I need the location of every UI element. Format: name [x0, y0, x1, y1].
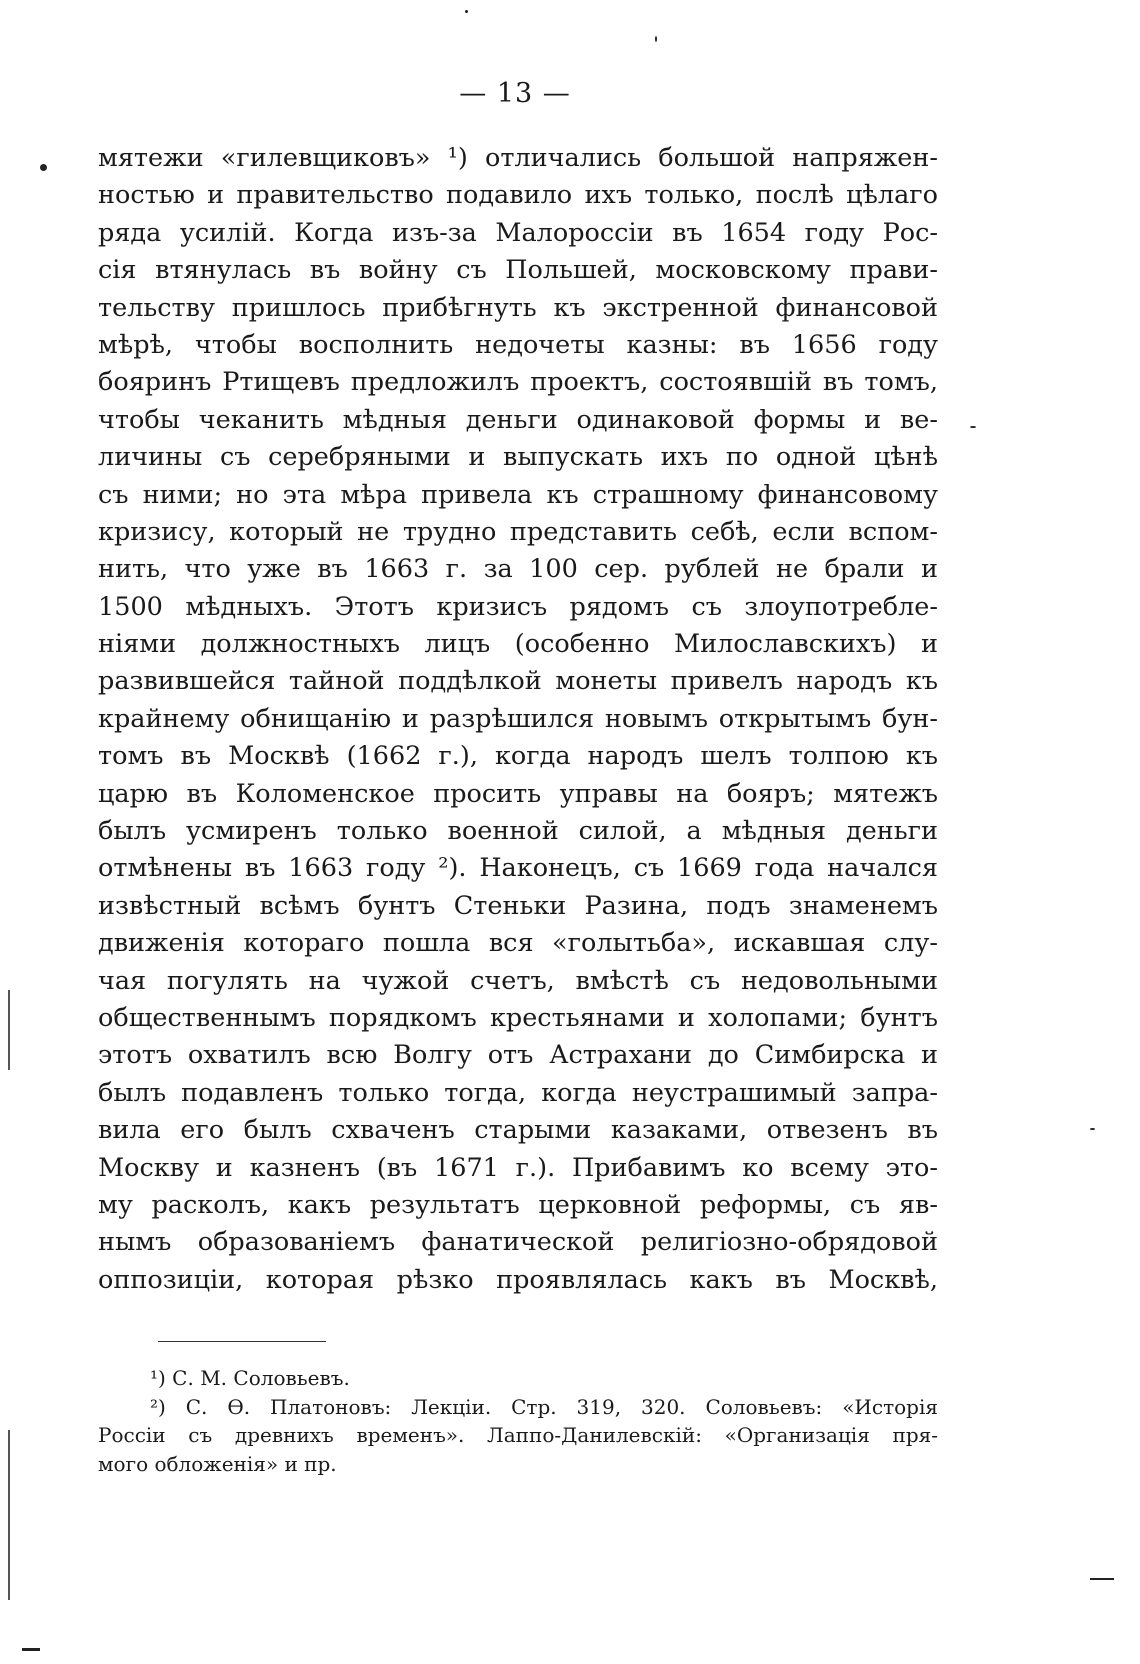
text-line: крайнему обнищанію и разрѣшился новымъ открытымъ бун- [98, 703, 938, 734]
scan-speck [655, 36, 657, 42]
text-line: оппозиціи, которая рѣзко проявлялась какъ въ Москвѣ, [98, 1264, 938, 1295]
footnote-1: ¹) С. М. Соловьевъ. [150, 1366, 350, 1390]
text-line: движенія котораго пошла вся «голытьба», искавшая слу- [98, 928, 938, 959]
text-line: былъ усмиренъ только военной силой, а мѣдныя деньги [98, 816, 938, 847]
text-line: общественнымъ порядкомъ крестьянами и холопами; бунтъ [98, 1002, 938, 1033]
text-line: ряда усилій. Когда изъ-за Малороссіи въ 1654 году Рос- [98, 217, 938, 248]
text-line: съ ними; но эта мѣра привела къ страшному финансовому [98, 479, 938, 510]
text-line: личины съ серебряными и выпускать ихъ по одной цѣнѣ [98, 442, 938, 473]
text-line: развившейся тайной поддѣлкой монеты привелъ народъ къ [98, 666, 938, 697]
text-line: чая погулять на чужой счетъ, вмѣстѣ съ недовольными [98, 965, 938, 996]
text-line: вила его былъ схваченъ старыми казаками, отвезенъ въ [98, 1115, 938, 1146]
footnote-2: ²) С. Ө. Платоновъ: Лекціи. Стр. 319, 320. Соловьевъ: «Исторія [150, 1394, 938, 1419]
text-line: мѣрѣ, чтобы восполнить недочеты казны: въ 1656 году [98, 329, 938, 360]
footnote-2-continued: Россіи съ древнихъ временъ». Лаппо-Данилевскій: «Организація пря- [98, 1423, 938, 1447]
text-line: мятежи «гилевщиковъ» ¹) отличались большой напряжен- [98, 143, 938, 173]
body-text [98, 140, 938, 1299]
scan-speck [465, 10, 468, 13]
text-line: бояринъ Ртищевъ предложилъ проектъ, состоявшій въ томъ, [98, 367, 938, 398]
scan-edge [8, 1430, 10, 1600]
scan-speck [1090, 1578, 1114, 1580]
text-line: му расколъ, какъ результатъ церковной реформы, съ яв- [98, 1189, 938, 1220]
text-line: 1500 мѣдныхъ. Этотъ кризисъ рядомъ съ злоупотребле- [98, 591, 938, 622]
text-line: былъ подавленъ только тогда, когда неустрашимый запра- [98, 1077, 938, 1108]
text-line: нить, что уже въ 1663 г. за 100 сер. рублей не брали и [98, 554, 938, 585]
page-number: — 13 — [459, 78, 571, 109]
text-line: Москву и казненъ (въ 1671 г.). Прибавимъ ко всему это- [98, 1152, 938, 1183]
scan-speck [970, 426, 976, 428]
text-line: кризису, который не трудно представить себѣ, если вспом- [98, 516, 938, 547]
scan-edge [8, 990, 10, 1070]
text-line: томъ въ Москвѣ (1662 г.), когда народъ шелъ толпою къ [98, 741, 938, 772]
footnote-separator [158, 1341, 326, 1342]
footnotes [98, 1364, 938, 1478]
text-line: ніями должностныхъ лицъ (особенно Милославскихъ) и [98, 629, 938, 660]
text-line: нымъ образованіемъ фанатической религіозно-обрядовой [98, 1227, 938, 1258]
text-line: сія втянулась въ войну съ Польшей, московскому прави- [98, 255, 938, 286]
text-line: отмѣнены въ 1663 году ²). Наконецъ, съ 1669 года начался [98, 853, 938, 884]
text-line: ностью и правительство подавило ихъ только, послѣ цѣлаго [98, 180, 938, 211]
scan-speck [40, 164, 47, 171]
scan-speck [1090, 1128, 1095, 1130]
footnote-2-end: мого обложенія» и пр. [98, 1451, 337, 1476]
scan-speck [22, 1648, 40, 1651]
text-line: этотъ охватилъ всю Волгу отъ Астрахани до Симбирска и [98, 1040, 938, 1071]
text-line: чтобы чеканить мѣдныя деньги одинаковой формы и ве- [98, 404, 938, 435]
text-line: тельству пришлось прибѣгнуть къ экстренной финансовой [98, 292, 938, 323]
text-line: извѣстный всѣмъ бунтъ Стеньки Разина, подъ знаменемъ [98, 890, 938, 921]
text-line: царю въ Коломенское просить управы на бояръ; мятежъ [98, 778, 938, 809]
